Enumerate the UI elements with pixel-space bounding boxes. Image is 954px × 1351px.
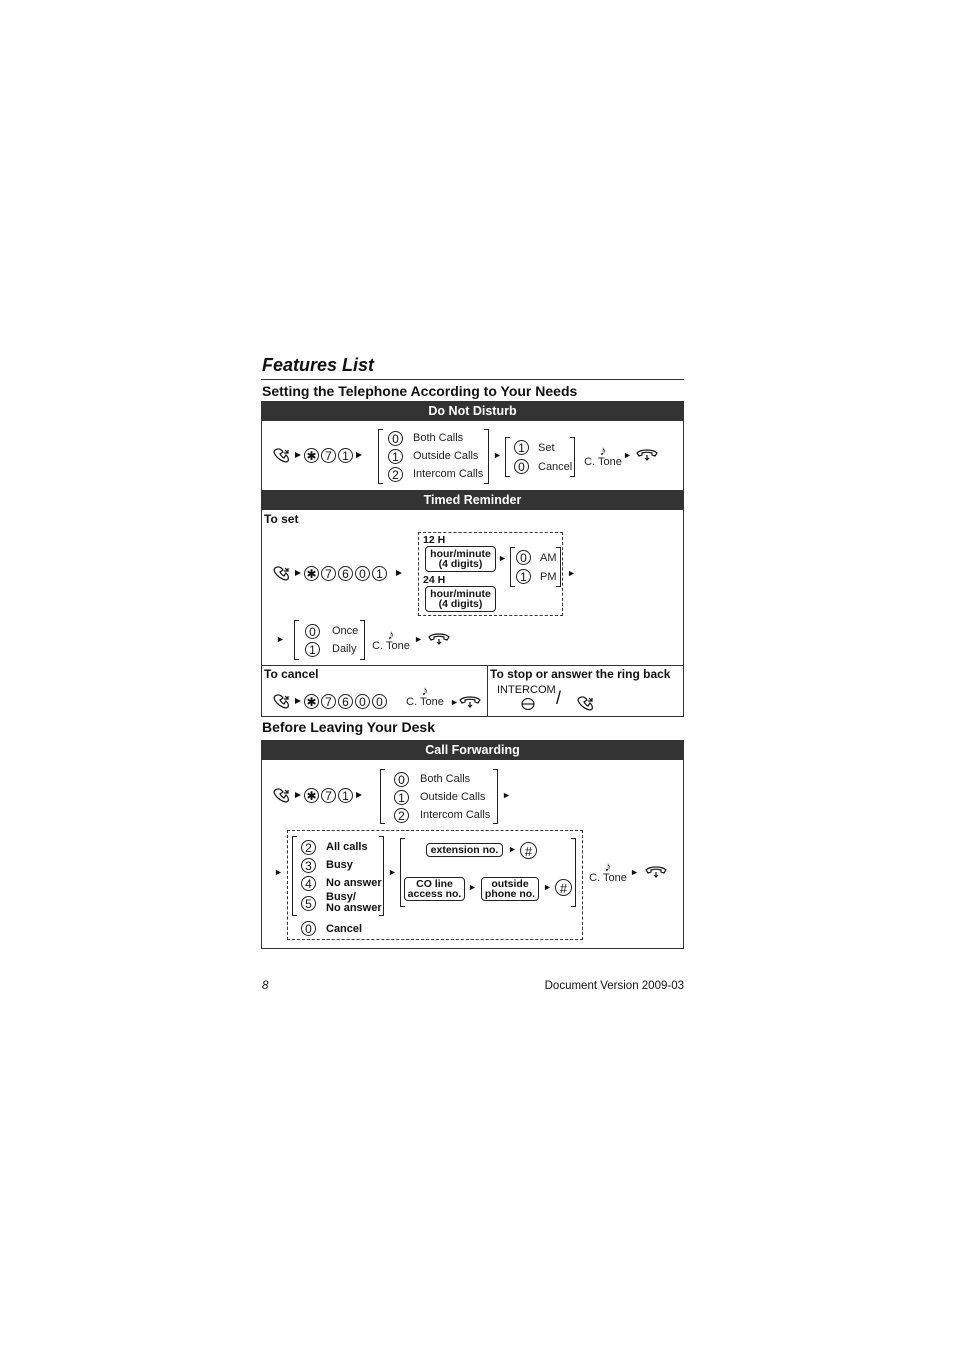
music-note-icon: ♪ — [421, 683, 429, 698]
option-label: PM — [540, 570, 557, 583]
key-1[interactable]: 1 — [516, 569, 531, 584]
ctone-label: C. Tone — [584, 456, 622, 468]
to-set-label: To set — [264, 512, 299, 526]
option-row — [388, 447, 488, 465]
arrow-right-icon — [277, 636, 284, 643]
bracket-open — [378, 429, 383, 484]
timed-reminder-header: Timed Reminder — [262, 491, 683, 510]
key-hash[interactable]: # — [520, 842, 537, 859]
bracket-close — [493, 769, 498, 824]
key-star[interactable]: ✱ — [304, 448, 319, 463]
dnd-setcancel — [514, 438, 572, 476]
key-star[interactable]: ✱ — [304, 694, 319, 709]
arrow-right-icon — [294, 451, 302, 459]
confirmation-tone — [581, 443, 625, 468]
key-2[interactable]: 2 — [394, 808, 409, 823]
key-7[interactable]: 7 — [321, 566, 336, 581]
option-label: Once — [332, 625, 359, 637]
handset-offhook-icon — [272, 693, 292, 709]
option-label: No answer — [326, 902, 382, 914]
bracket-close — [379, 836, 384, 916]
option-label: Outside Calls — [420, 791, 486, 803]
ctone-label: C. Tone — [589, 872, 627, 884]
handset-offhook-icon — [272, 447, 292, 463]
field-label: CO line — [416, 878, 453, 890]
option-row — [388, 465, 488, 483]
key-5[interactable]: 5 — [301, 896, 316, 911]
option-label: Cancel — [326, 922, 363, 935]
forward-modes — [301, 838, 382, 914]
option-row — [301, 856, 382, 874]
option-row — [394, 806, 498, 824]
bracket-close — [571, 838, 576, 907]
field-label: extension no. — [430, 844, 499, 856]
option-row — [394, 770, 498, 788]
option-row — [305, 622, 358, 640]
key-0[interactable]: 0 — [355, 566, 370, 581]
field-label: (4 digits) — [438, 558, 483, 570]
handset-onhook-icon — [645, 865, 667, 879]
key-1[interactable]: 1 — [372, 566, 387, 581]
co-line-access-field[interactable] — [404, 877, 465, 901]
extension-number-field[interactable] — [426, 843, 503, 857]
key-2[interactable]: 2 — [388, 467, 403, 482]
handset-onhook-icon — [428, 632, 450, 646]
handset-offhook-icon — [272, 565, 292, 581]
hour-minute-24h-field[interactable] — [425, 586, 496, 612]
arrow-right-icon — [415, 636, 422, 643]
cancel-option — [301, 921, 362, 936]
option-row — [305, 640, 358, 658]
bracket-open — [380, 769, 385, 824]
option-row — [516, 567, 557, 586]
key-7[interactable]: 7 — [321, 788, 336, 803]
arrow-right-icon — [568, 570, 575, 577]
arrow-right-icon — [624, 452, 631, 459]
key-7[interactable]: 7 — [321, 448, 336, 463]
arrow-right-icon — [389, 869, 396, 876]
option-label: All calls — [326, 841, 368, 853]
arrow-right-icon — [499, 555, 506, 562]
section-heading-leaving: Before Leaving Your Desk — [262, 719, 435, 735]
option-row — [514, 457, 572, 476]
field-label: (4 digits) — [438, 598, 483, 610]
arrow-right-icon — [395, 569, 403, 577]
key-1[interactable]: 1 — [394, 790, 409, 805]
arrow-right-icon — [275, 869, 282, 876]
arrow-right-icon — [631, 869, 638, 876]
option-row — [388, 429, 488, 447]
field-label: hour/minute — [430, 548, 491, 560]
page-title: Features List — [262, 355, 375, 375]
option-label: No answer — [326, 877, 382, 889]
call-forwarding-header: Call Forwarding — [262, 741, 683, 760]
key-0[interactable]: 0 — [516, 550, 531, 565]
key-6[interactable]: 6 — [338, 694, 353, 709]
option-label: AM — [540, 551, 557, 564]
option-row — [301, 874, 382, 892]
title-divider — [261, 379, 684, 380]
option-label: Busy — [326, 859, 353, 871]
key-3[interactable]: 3 — [301, 858, 316, 873]
to-stop-label: To stop or answer the ring back — [490, 667, 671, 681]
bracket-close — [556, 547, 561, 587]
key-0[interactable]: 0 — [305, 624, 320, 639]
label-12h: 12 H — [423, 534, 446, 546]
ctone-label: C. Tone — [406, 696, 444, 708]
field-label: outside — [491, 878, 529, 890]
key-0[interactable]: 0 — [394, 772, 409, 787]
bracket-close — [360, 620, 365, 660]
option-label: Both Calls — [413, 432, 464, 444]
intercom-label: INTERCOM — [497, 684, 556, 696]
key-1[interactable]: 1 — [514, 440, 529, 455]
key-1[interactable]: 1 — [338, 788, 353, 803]
handset-offhook-icon — [576, 695, 596, 711]
key-7[interactable]: 7 — [321, 694, 336, 709]
option-row — [514, 438, 572, 457]
key-0[interactable]: 0 — [372, 694, 387, 709]
key-1[interactable]: 1 — [338, 448, 353, 463]
arrow-right-icon — [494, 452, 501, 459]
option-label: Both Calls — [420, 773, 471, 785]
music-note-icon: ♪ — [387, 627, 395, 642]
key-6[interactable]: 6 — [338, 566, 353, 581]
ctone-label: C. Tone — [372, 640, 410, 652]
to-cancel-label: To cancel — [264, 667, 319, 681]
field-label: access no. — [407, 888, 462, 900]
music-note-icon: ♪ — [599, 443, 607, 458]
arrow-right-icon — [503, 792, 510, 799]
handset-onhook-icon — [459, 695, 481, 709]
ampm-options — [516, 548, 557, 586]
row-divider — [261, 665, 684, 666]
repeat-options — [305, 622, 358, 658]
key-1[interactable]: 1 — [305, 642, 320, 657]
handset-offhook-icon — [272, 787, 292, 803]
bracket-open — [292, 836, 297, 916]
arrow-right-icon — [544, 884, 551, 891]
arrow-right-icon — [294, 569, 302, 577]
bracket-open — [294, 620, 299, 660]
key-1[interactable]: 1 — [388, 449, 403, 464]
intercom-button-icon[interactable] — [520, 697, 536, 711]
arrow-right-icon — [355, 451, 363, 459]
or-separator: / — [556, 688, 562, 708]
option-row — [516, 548, 557, 567]
key-0[interactable]: 0 — [514, 459, 529, 474]
option-row — [301, 838, 382, 856]
arrow-right-icon — [469, 884, 476, 891]
option-row — [301, 892, 382, 914]
bracket-open — [510, 547, 515, 587]
section-heading-settings: Setting the Telephone According to Your Needs — [262, 383, 578, 399]
dnd-header: Do Not Disturb — [262, 402, 683, 421]
option-label: Busy/ — [326, 891, 356, 903]
key-hash[interactable]: # — [555, 879, 572, 896]
option-label: Outside Calls — [413, 450, 479, 462]
option-label: Intercom Calls — [420, 809, 491, 821]
key-0[interactable]: 0 — [388, 431, 403, 446]
confirmation-tone — [369, 627, 413, 652]
field-label: phone no. — [484, 888, 536, 900]
cf-options — [394, 770, 498, 824]
bracket-open — [505, 437, 510, 477]
key-star[interactable]: ✱ — [304, 566, 319, 581]
key-0[interactable]: 0 — [301, 921, 316, 936]
key-star[interactable]: ✱ — [304, 788, 319, 803]
document-version: Document Version 2009-03 — [544, 980, 684, 992]
confirmation-tone — [586, 859, 630, 884]
key-0[interactable]: 0 — [355, 694, 370, 709]
dnd-options — [388, 429, 488, 483]
handset-onhook-icon — [636, 448, 658, 462]
confirmation-tone — [403, 683, 447, 708]
bracket-close — [570, 437, 575, 477]
arrow-right-icon — [355, 791, 363, 799]
arrow-right-icon — [509, 846, 516, 853]
key-4[interactable]: 4 — [301, 876, 316, 891]
arrow-right-icon — [294, 697, 302, 705]
option-label: Daily — [332, 643, 357, 655]
option-label: Intercom Calls — [413, 468, 484, 480]
music-note-icon: ♪ — [604, 859, 612, 874]
column-divider — [487, 665, 488, 717]
field-label: hour/minute — [430, 588, 491, 600]
page-number: 8 — [262, 980, 269, 992]
key-2[interactable]: 2 — [301, 840, 316, 855]
option-label: Cancel — [538, 460, 573, 473]
arrow-right-icon — [451, 699, 458, 706]
label-24h: 24 H — [423, 574, 446, 586]
hour-minute-12h-field[interactable] — [425, 546, 496, 572]
option-label: Set — [538, 441, 555, 454]
option-row — [394, 788, 498, 806]
bracket-close — [484, 429, 489, 484]
arrow-right-icon — [294, 791, 302, 799]
outside-phone-field[interactable] — [481, 877, 539, 901]
